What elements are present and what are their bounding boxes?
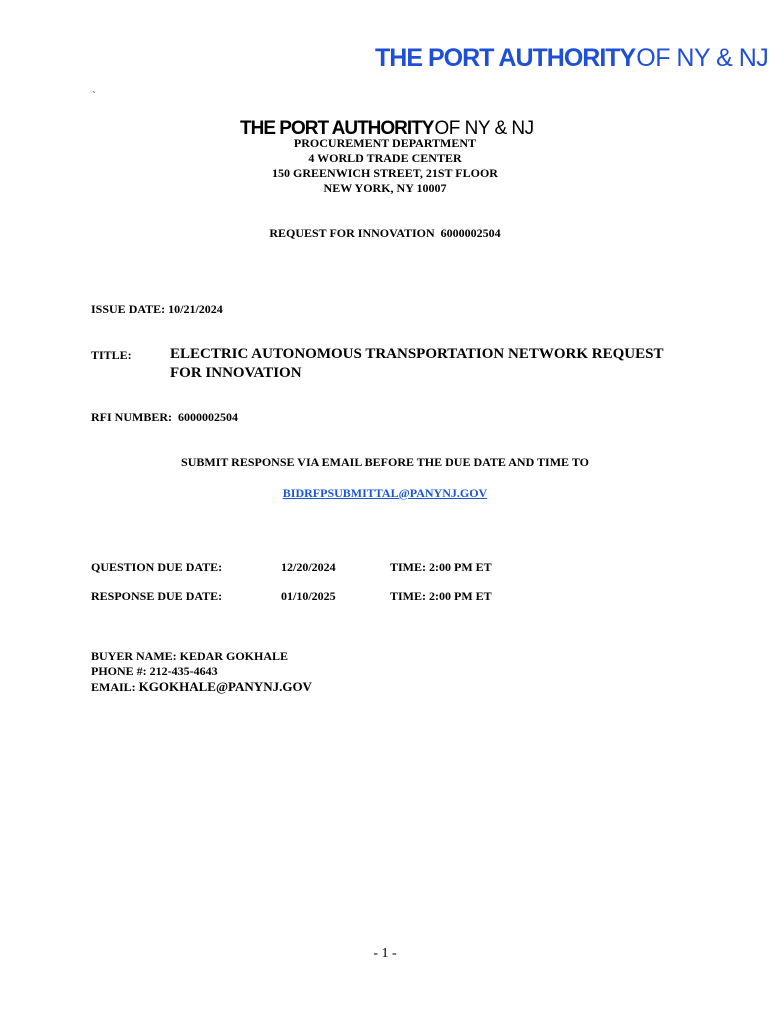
header-logo-strong: THE PORT AUTHORITY xyxy=(375,44,636,72)
question-due-time: TIME: 2:00 PM ET xyxy=(390,560,492,574)
response-due-time: TIME: 2:00 PM ET xyxy=(390,589,492,603)
address-line-1: PROCUREMENT DEPARTMENT xyxy=(293,136,477,150)
header-logo-light: OF NY & NJ xyxy=(636,44,769,72)
buyer-email-row xyxy=(91,679,312,695)
issue-date: ISSUE DATE: 10/21/2024 xyxy=(91,302,223,316)
title-line-1: ELECTRIC AUTONOMOUS TRANSPORTATION NETWORK REQUEST xyxy=(170,346,664,362)
center-logo-strong: THE PORT AUTHORITY xyxy=(240,118,434,139)
submit-email-row xyxy=(0,486,770,501)
header-logo xyxy=(375,44,768,73)
title-text xyxy=(170,345,663,383)
center-logo-light: OF NY & NJ xyxy=(434,118,534,139)
question-due-date: 12/20/2024 xyxy=(281,560,336,574)
stray-backtick: ` xyxy=(92,90,96,102)
buyer-block xyxy=(91,649,312,695)
title-line-2: FOR INNOVATION xyxy=(170,365,302,381)
address-block xyxy=(0,136,770,196)
request-heading: REQUEST FOR INNOVATION 6000002504 xyxy=(269,226,501,240)
address-line-3: 150 GREENWICH STREET, 21ST FLOOR xyxy=(272,166,498,180)
buyer-name: BUYER NAME: KEDAR GOKHALE xyxy=(91,649,289,663)
rfi-number: RFI NUMBER: 6000002504 xyxy=(91,410,238,424)
submit-email-link[interactable]: BIDRFPSUBMITTAL@PANYNJ.GOV xyxy=(282,486,488,500)
question-due-label: QUESTION DUE DATE: xyxy=(91,560,223,574)
buyer-email-label: EMAIL: xyxy=(91,680,136,694)
buyer-phone: PHONE #: 212-435-4643 xyxy=(91,664,218,678)
address-line-4: NEW YORK, NY 10007 xyxy=(323,181,447,195)
response-due-label: RESPONSE DUE DATE: xyxy=(91,589,223,603)
page-number: - 1 - xyxy=(373,946,397,961)
address-line-2: 4 WORLD TRADE CENTER xyxy=(308,151,462,165)
title-label: TITLE: xyxy=(91,348,132,362)
submit-instruction: SUBMIT RESPONSE VIA EMAIL BEFORE THE DUE DATE AND TIME TO xyxy=(181,455,589,469)
response-due-date: 01/10/2025 xyxy=(281,589,336,603)
buyer-email: KGOKHALE@PANYNJ.GOV xyxy=(138,679,312,694)
